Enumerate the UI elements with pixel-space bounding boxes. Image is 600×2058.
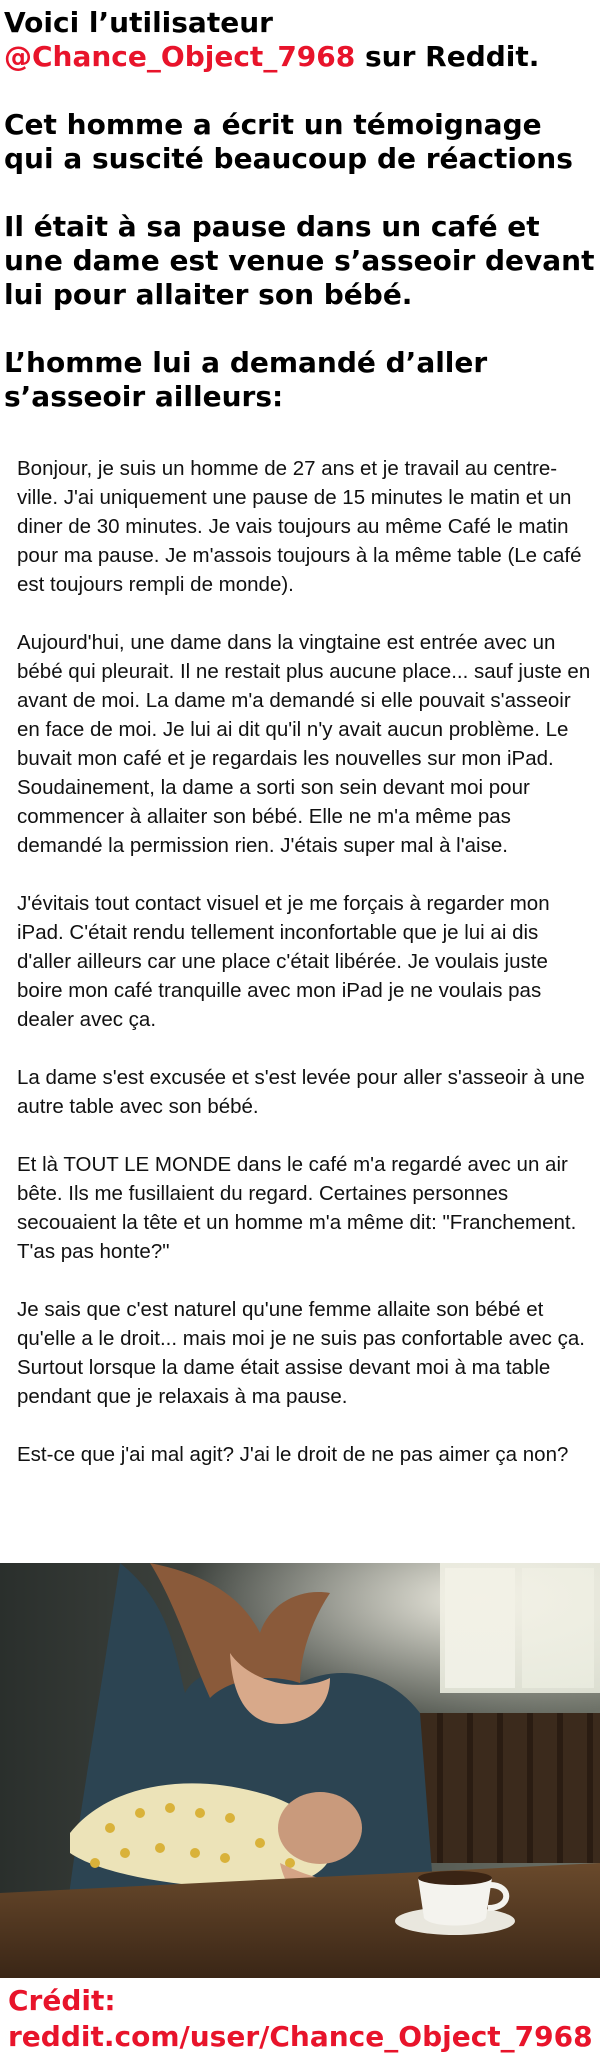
intro-line — [4, 6, 600, 74]
story-paragraph: Bonjour, je suis un homme de 27 ans et je travail au centre-ville. J'ai uniquement une pause de 15 minutes le matin et un diner de 30 minutes. Je vais toujours au même Café le matin pour ma pause. Je m'assois toujours à la même table (Le café est toujours rempli de monde). — [17, 457, 582, 596]
story-paragraph: J'évitais tout contact visuel et je me forçais à regarder mon iPad. C'était rendu tellement inconfortable que je lui ai dis d'aller ailleurs car une place c'était libérée. Je voulais juste boire mon café tranquille avec mon iPad je ne voulais pas dealer avec ça. — [17, 892, 550, 1031]
story-paragraph: Je sais que c'est naturel qu'une femme allaite son bébé et qu'elle a le droit... mais moi je ne suis pas confortable avec ça. Surtout lorsque la dame était assise devant moi à ma table pendant que je relaxais à ma pause. — [17, 1298, 585, 1408]
reddit-handle: @Chance_Object_7968 — [4, 40, 356, 73]
header-paragraph-2: Cet homme a écrit un témoignage qui a suscité beaucoup de réactions — [4, 108, 573, 175]
story-text — [0, 454, 600, 1469]
header-section — [0, 0, 600, 414]
photo-illustration — [0, 1563, 600, 1978]
credit-label: Crédit: — [8, 1984, 116, 2017]
intro-prefix: Voici l’utilisateur — [4, 6, 273, 39]
story-paragraph: Et là TOUT LE MONDE dans le café m'a regardé avec un air bête. Ils me fusillaient du regard. Certaines personnes secouaient la tête et un homme m'a même dit: "Franchement. T'as pas honte?" — [17, 1153, 577, 1263]
header-paragraph-4: L’homme lui a demandé d’aller s’asseoir ailleurs: — [4, 346, 488, 413]
intro-suffix: sur Reddit. — [355, 40, 540, 73]
credit-url: reddit.com/user/Chance_Object_7968 — [8, 2020, 593, 2053]
header-paragraph-3: Il était à sa pause dans un café et une dame est venue s’asseoir devant lui pour allaiter son bébé. — [4, 210, 595, 311]
story-paragraph: Est-ce que j'ai mal agit? J'ai le droit de ne pas aimer ça non? — [17, 1443, 569, 1466]
story-paragraph: La dame s'est excusée et s'est levée pour aller s'asseoir à une autre table avec son bébé. — [17, 1066, 585, 1118]
breastfeeding-photo — [0, 1563, 600, 1978]
credit-section — [8, 1983, 593, 2055]
story-paragraph: Aujourd'hui, une dame dans la vingtaine est entrée avec un bébé qui pleurait. Il ne restait plus aucune place... sauf juste en avant de moi. La dame m'a demandé si elle pouvait s'asseoir en face de moi. Je lui ai dit qu'il n'y avait aucun problème. Le buvait mon café et je regardais les nouvelles sur mon iPad. Soudainement, la dame a sorti son sein devant moi pour commencer à allaiter son bébé. Elle ne m'a même pas demandé la permission rien. J'étais super mal à l'aise. — [17, 631, 591, 857]
